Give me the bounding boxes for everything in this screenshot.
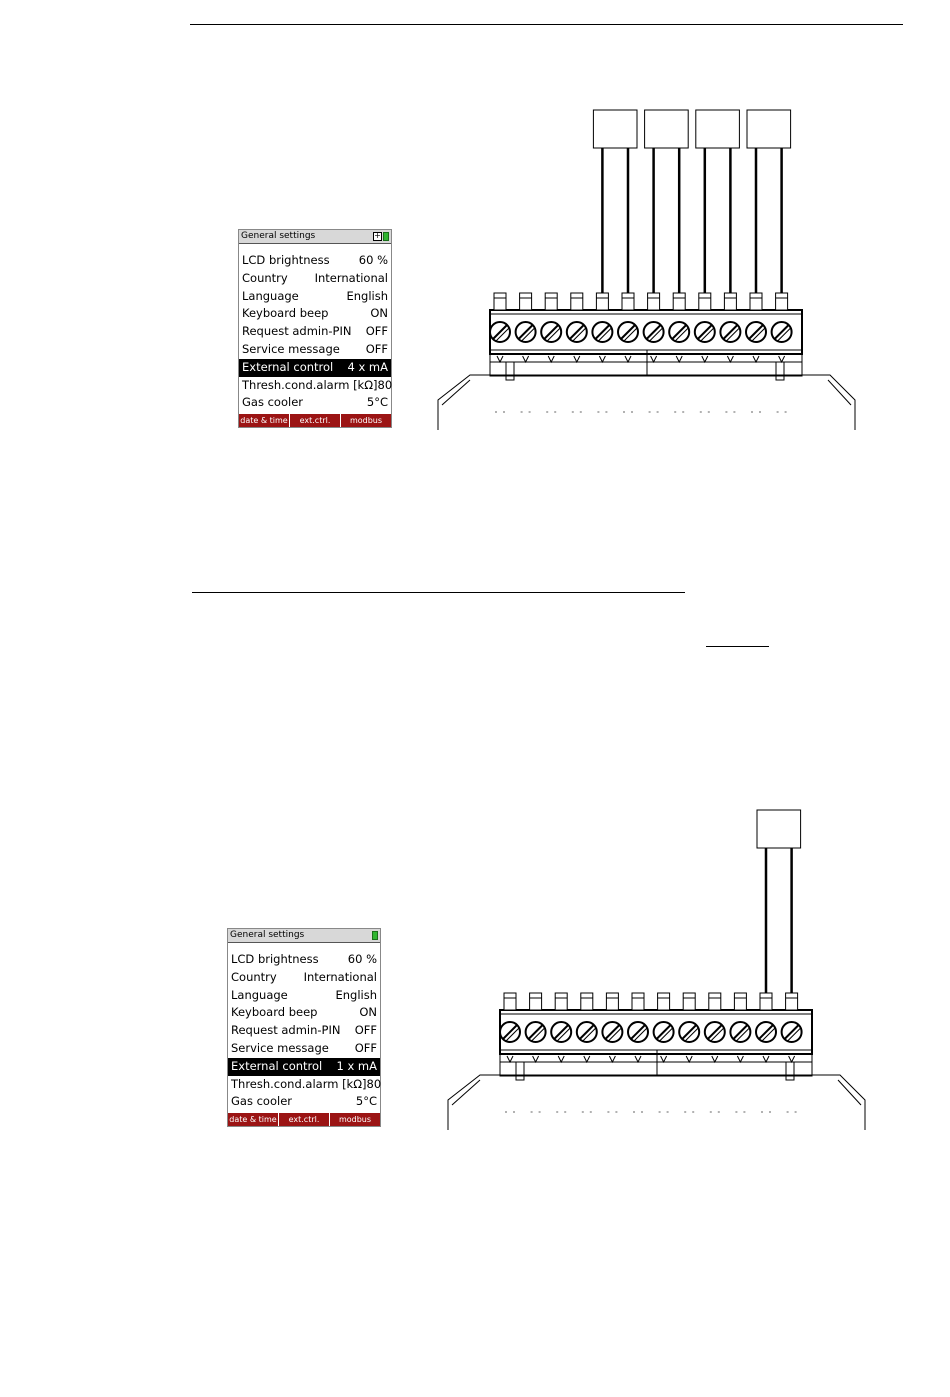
softkey-date-time[interactable]: date & time xyxy=(229,1115,277,1125)
terminal-clamp xyxy=(520,293,532,310)
terminal-clamp xyxy=(734,993,746,1010)
terminal-notch xyxy=(635,1056,641,1062)
settings-row[interactable] xyxy=(239,323,391,341)
terminal-clamp xyxy=(632,993,644,1010)
terminal-notch xyxy=(789,1056,795,1062)
battery-icon xyxy=(383,232,389,241)
settings-row-selected[interactable] xyxy=(239,359,391,377)
row-value: 80 xyxy=(366,1076,382,1091)
terminal-notch xyxy=(702,356,708,362)
terminal-notch xyxy=(533,1056,539,1062)
row-label: Gas cooler xyxy=(242,395,303,410)
row-value: 60 % xyxy=(347,952,377,966)
terminal-notch xyxy=(712,1056,718,1062)
terminal-clamp xyxy=(709,993,721,1010)
row-value: 80 xyxy=(377,377,393,392)
softkey-ext-ctrl[interactable]: ext.ctrl. xyxy=(278,1113,329,1126)
row-value: 1 x mA xyxy=(336,1058,377,1073)
row-label: Request admin-PIN xyxy=(231,1023,341,1038)
header-rule xyxy=(190,24,903,25)
terminal-clamp xyxy=(545,293,557,310)
row-value: OFF xyxy=(354,1040,377,1055)
row-label: External control xyxy=(231,1058,323,1073)
terminal-clamp xyxy=(760,993,772,1010)
terminal-notch xyxy=(651,356,657,362)
settings-row[interactable] xyxy=(228,1040,380,1058)
row-label: Language xyxy=(242,288,299,303)
settings-row[interactable] xyxy=(239,341,391,359)
settings-row[interactable] xyxy=(228,987,380,1005)
device-box xyxy=(747,110,791,148)
row-value: OFF xyxy=(365,324,388,339)
screen-title: General settings xyxy=(241,231,316,241)
housing-outline xyxy=(448,1075,865,1130)
terminal-notch xyxy=(625,356,631,362)
settings-row[interactable] xyxy=(239,252,391,270)
row-label: External control xyxy=(242,359,334,374)
screen-title-bar xyxy=(239,230,391,244)
terminal-notch xyxy=(609,1056,615,1062)
battery-icon xyxy=(372,931,378,940)
settings-row[interactable] xyxy=(228,1093,380,1111)
device-box xyxy=(757,810,801,848)
row-label: LCD brightness xyxy=(231,952,319,966)
row-label: Country xyxy=(231,969,277,984)
terminal-clamp xyxy=(571,293,583,310)
row-value: 5°C xyxy=(355,1094,377,1109)
settings-row[interactable] xyxy=(228,1076,380,1094)
terminal-clamp xyxy=(658,993,670,1010)
lcd-screen-1ma xyxy=(227,928,381,1127)
terminal-clamp xyxy=(683,993,695,1010)
softkey-modbus[interactable]: modbus xyxy=(340,414,391,427)
housing-outline xyxy=(438,375,855,430)
settings-row[interactable] xyxy=(228,951,380,969)
row-value: English xyxy=(346,288,388,303)
short-rule xyxy=(706,646,769,647)
section-rule xyxy=(192,592,685,593)
row-label: Thresh.cond.alarm [kΩ] xyxy=(231,1076,367,1091)
settings-list xyxy=(239,244,391,412)
terminal-block-diagram-1ma xyxy=(440,800,875,1135)
row-label: Gas cooler xyxy=(231,1094,292,1109)
terminal-clamp xyxy=(581,993,593,1010)
softkey-ext-ctrl[interactable]: ext.ctrl. xyxy=(289,414,340,427)
terminal-notch xyxy=(737,1056,743,1062)
terminal-clamp xyxy=(504,993,516,1010)
softkey-bar xyxy=(228,1113,380,1126)
settings-row[interactable] xyxy=(239,270,391,288)
row-label: Service message xyxy=(231,1040,329,1055)
settings-row-selected[interactable] xyxy=(228,1058,380,1076)
housing-edge xyxy=(442,380,470,405)
terminal-notch xyxy=(584,1056,590,1062)
row-value: OFF xyxy=(365,341,388,356)
terminal-notch xyxy=(507,1056,513,1062)
latch xyxy=(786,1062,794,1080)
latch xyxy=(506,362,514,380)
settings-row[interactable] xyxy=(228,969,380,987)
row-value: International xyxy=(314,270,388,285)
row-label: Country xyxy=(242,270,288,285)
row-value: 4 x mA xyxy=(347,359,388,374)
terminal-clamp xyxy=(776,293,788,310)
terminal-clamp xyxy=(555,993,567,1010)
terminal-notch xyxy=(523,356,529,362)
row-value: OFF xyxy=(354,1023,377,1038)
row-value: 5°C xyxy=(366,395,388,410)
row-value: ON xyxy=(359,1005,377,1020)
terminal-clamp xyxy=(596,293,608,310)
terminal-notch xyxy=(548,356,554,362)
terminal-notch xyxy=(661,1056,667,1062)
terminal-clamp xyxy=(786,993,798,1010)
terminal-clamp xyxy=(494,293,506,310)
settings-row[interactable] xyxy=(239,305,391,323)
terminal-notch xyxy=(574,356,580,362)
latch xyxy=(776,362,784,380)
terminal-notch xyxy=(686,1056,692,1062)
terminal-clamp xyxy=(673,293,685,310)
row-value: ON xyxy=(370,306,388,321)
device-box xyxy=(645,110,689,148)
latch xyxy=(516,1062,524,1080)
screen-title-bar xyxy=(228,929,380,943)
terminal-notch xyxy=(558,1056,564,1062)
terminal-clamp xyxy=(699,293,711,310)
terminal-clamp xyxy=(724,293,736,310)
settings-list xyxy=(228,943,380,1111)
terminal-clamp xyxy=(530,993,542,1010)
device-box xyxy=(593,110,637,148)
lcd-screen-4ma xyxy=(238,229,392,428)
softkey-date-time[interactable]: date & time xyxy=(240,416,288,426)
terminal-notch xyxy=(727,356,733,362)
settings-row[interactable] xyxy=(239,288,391,306)
row-label: Keyboard beep xyxy=(231,1005,318,1020)
housing-edge xyxy=(452,1080,480,1105)
row-label: LCD brightness xyxy=(242,253,330,267)
settings-row[interactable] xyxy=(239,394,391,412)
terminal-block-diagram-4ma xyxy=(430,100,865,435)
settings-row[interactable] xyxy=(228,1004,380,1022)
device-box xyxy=(696,110,740,148)
terminal-notch xyxy=(763,1056,769,1062)
terminal-notch xyxy=(753,356,759,362)
row-label: Thresh.cond.alarm [kΩ] xyxy=(242,377,378,392)
settings-row[interactable] xyxy=(228,1022,380,1040)
terminal-notch xyxy=(676,356,682,362)
row-value: International xyxy=(303,969,377,984)
row-label: Language xyxy=(231,987,288,1002)
row-value: English xyxy=(335,987,377,1002)
plus-icon: + xyxy=(374,231,381,240)
row-value: 60 % xyxy=(358,253,388,267)
terminal-clamp xyxy=(648,293,660,310)
terminal-clamp xyxy=(622,293,634,310)
terminal-notch xyxy=(497,356,503,362)
terminal-clamp xyxy=(750,293,762,310)
softkey-bar xyxy=(239,414,391,427)
row-label: Service message xyxy=(242,341,340,356)
terminal-clamp xyxy=(606,993,618,1010)
row-label: Request admin-PIN xyxy=(242,324,352,339)
terminal-notch xyxy=(599,356,605,362)
settings-row[interactable] xyxy=(239,377,391,395)
terminal-notch xyxy=(779,356,785,362)
screen-title: General settings xyxy=(230,930,305,940)
row-label: Keyboard beep xyxy=(242,306,329,321)
softkey-modbus[interactable]: modbus xyxy=(329,1113,380,1126)
